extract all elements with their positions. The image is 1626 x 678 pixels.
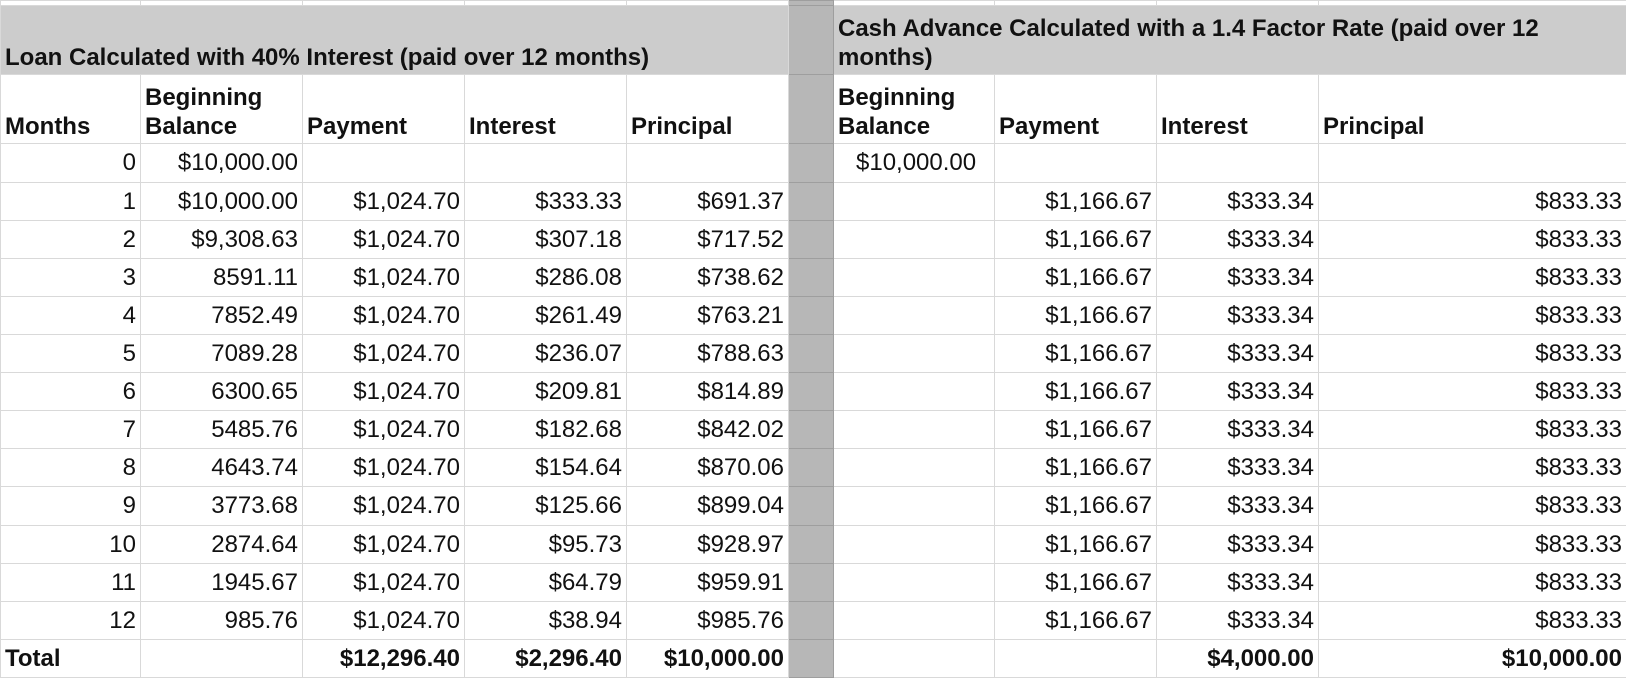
loan-month-cell[interactable]: 8: [1, 449, 141, 487]
advance-principal-cell[interactable]: $833.33: [1319, 449, 1626, 487]
advance-payment-cell[interactable]: $1,166.67: [995, 373, 1157, 411]
loan-title[interactable]: Loan Calculated with 40% Interest (paid over 12 months): [1, 6, 789, 75]
divider-cell: [789, 411, 834, 449]
loan-payment-cell[interactable]: $1,024.70: [303, 601, 465, 639]
loan-balance-cell[interactable]: $10,000.00: [141, 144, 303, 182]
loan-principal-cell[interactable]: $814.89: [627, 373, 789, 411]
advance-interest-cell[interactable]: $333.34: [1157, 220, 1319, 258]
loan-interest-cell[interactable]: $64.79: [465, 563, 627, 601]
advance-principal-cell[interactable]: $833.33: [1319, 334, 1626, 372]
table-row: [1, 411, 1626, 449]
loan-principal-cell[interactable]: $842.02: [627, 411, 789, 449]
advance-principal-cell[interactable]: [1319, 144, 1626, 182]
loan-principal-cell[interactable]: $788.63: [627, 334, 789, 372]
header-loan-payment[interactable]: Payment: [303, 75, 465, 144]
advance-interest-cell[interactable]: $333.34: [1157, 296, 1319, 334]
advance-balance-cell[interactable]: [834, 220, 995, 258]
loan-principal-cell[interactable]: $928.97: [627, 525, 789, 563]
advance-interest-cell[interactable]: $333.34: [1157, 334, 1319, 372]
advance-balance-cell[interactable]: [834, 334, 995, 372]
loan-month-cell[interactable]: 4: [1, 296, 141, 334]
loan-interest-cell[interactable]: $286.08: [465, 258, 627, 296]
loan-month-cell[interactable]: 10: [1, 525, 141, 563]
advance-balance-cell[interactable]: [834, 373, 995, 411]
divider-cell: [789, 75, 834, 144]
loan-balance-cell[interactable]: 985.76: [141, 601, 303, 639]
header-advance-beginning-balance[interactable]: Beginning Balance: [834, 75, 995, 144]
loan-payment-cell[interactable]: $1,024.70: [303, 296, 465, 334]
table-row: [1, 144, 1626, 182]
table-row: [1, 601, 1626, 639]
loan-principal-cell[interactable]: $691.37: [627, 182, 789, 220]
table-row: [1, 487, 1626, 525]
loan-balance-cell[interactable]: 5485.76: [141, 411, 303, 449]
table-row: [1, 182, 1626, 220]
table-row: [1, 563, 1626, 601]
loan-balance-cell[interactable]: 3773.68: [141, 487, 303, 525]
loan-interest-cell[interactable]: $182.68: [465, 411, 627, 449]
advance-interest-cell[interactable]: $333.34: [1157, 525, 1319, 563]
loan-month-cell[interactable]: 2: [1, 220, 141, 258]
advance-principal-cell[interactable]: $833.33: [1319, 487, 1626, 525]
loan-balance-cell[interactable]: 1945.67: [141, 563, 303, 601]
loan-payment-cell[interactable]: [303, 144, 465, 182]
advance-payment-cell[interactable]: $1,166.67: [995, 449, 1157, 487]
advance-principal-cell[interactable]: $833.33: [1319, 411, 1626, 449]
loan-month-cell[interactable]: 3: [1, 258, 141, 296]
header-months[interactable]: Months: [1, 75, 141, 144]
loan-balance-cell[interactable]: 2874.64: [141, 525, 303, 563]
header-loan-beginning-balance[interactable]: Beginning Balance: [141, 75, 303, 144]
loan-principal-cell[interactable]: $763.21: [627, 296, 789, 334]
advance-interest-cell[interactable]: $333.34: [1157, 449, 1319, 487]
advance-payment-cell[interactable]: $1,166.67: [995, 258, 1157, 296]
loan-interest-cell[interactable]: $209.81: [465, 373, 627, 411]
advance-interest-cell[interactable]: [1157, 144, 1319, 182]
advance-balance-cell[interactable]: [834, 487, 995, 525]
advance-balance-cell[interactable]: [834, 258, 995, 296]
divider-cell: [789, 296, 834, 334]
loan-month-cell[interactable]: 0: [1, 144, 141, 182]
divider-cell: [789, 334, 834, 372]
advance-principal-cell[interactable]: $833.33: [1319, 182, 1626, 220]
loan-payment-cell[interactable]: $1,024.70: [303, 525, 465, 563]
cash-advance-title[interactable]: Cash Advance Calculated with a 1.4 Factor Rate (paid over 12 months): [834, 6, 1626, 75]
total-advance-payment[interactable]: [995, 639, 1157, 677]
loan-month-cell[interactable]: 5: [1, 334, 141, 372]
advance-principal-cell[interactable]: $833.33: [1319, 258, 1626, 296]
loan-interest-cell[interactable]: $307.18: [465, 220, 627, 258]
advance-balance-cell[interactable]: [834, 601, 995, 639]
total-label[interactable]: Total: [1, 639, 141, 677]
table-row: [1, 525, 1626, 563]
advance-balance-cell[interactable]: [834, 563, 995, 601]
advance-principal-cell[interactable]: $833.33: [1319, 373, 1626, 411]
loan-payment-cell[interactable]: $1,024.70: [303, 220, 465, 258]
loan-interest-cell[interactable]: $261.49: [465, 296, 627, 334]
loan-month-cell[interactable]: 11: [1, 563, 141, 601]
loan-interest-cell[interactable]: [465, 144, 627, 182]
title-row: [1, 6, 1626, 75]
advance-principal-cell[interactable]: $833.33: [1319, 601, 1626, 639]
loan-payment-cell[interactable]: $1,024.70: [303, 563, 465, 601]
loan-interest-cell[interactable]: $333.33: [465, 182, 627, 220]
loan-principal-cell[interactable]: $717.52: [627, 220, 789, 258]
advance-balance-cell[interactable]: [834, 296, 995, 334]
total-loan-payment[interactable]: $12,296.40: [303, 639, 465, 677]
advance-interest-cell[interactable]: $333.34: [1157, 411, 1319, 449]
table-row: [1, 373, 1626, 411]
total-advance-interest[interactable]: $4,000.00: [1157, 639, 1319, 677]
advance-payment-cell[interactable]: $1,166.67: [995, 525, 1157, 563]
loan-month-cell[interactable]: 7: [1, 411, 141, 449]
loan-payment-cell[interactable]: $1,024.70: [303, 487, 465, 525]
header-advance-principal[interactable]: Principal: [1319, 75, 1626, 144]
loan-interest-cell[interactable]: $236.07: [465, 334, 627, 372]
total-advance-balance[interactable]: [834, 639, 995, 677]
total-loan-principal[interactable]: $10,000.00: [627, 639, 789, 677]
divider-cell: [789, 449, 834, 487]
table-row: [1, 296, 1626, 334]
advance-interest-cell[interactable]: $333.34: [1157, 563, 1319, 601]
advance-balance-cell[interactable]: $10,000.00: [834, 144, 995, 182]
advance-balance-cell[interactable]: [834, 182, 995, 220]
total-loan-balance[interactable]: [141, 639, 303, 677]
loan-principal-cell[interactable]: $899.04: [627, 487, 789, 525]
advance-payment-cell[interactable]: $1,166.67: [995, 487, 1157, 525]
loan-interest-cell[interactable]: $38.94: [465, 601, 627, 639]
advance-payment-cell[interactable]: $1,166.67: [995, 220, 1157, 258]
divider-cell: [789, 258, 834, 296]
divider-cell: [789, 525, 834, 563]
loan-principal-cell[interactable]: $959.91: [627, 563, 789, 601]
divider-cell: [789, 6, 834, 75]
advance-interest-cell[interactable]: $333.34: [1157, 182, 1319, 220]
loan-principal-cell[interactable]: $870.06: [627, 449, 789, 487]
advance-interest-cell[interactable]: $333.34: [1157, 258, 1319, 296]
total-loan-interest[interactable]: $2,296.40: [465, 639, 627, 677]
loan-interest-cell[interactable]: $95.73: [465, 525, 627, 563]
divider-cell: [789, 487, 834, 525]
loan-payment-cell[interactable]: $1,024.70: [303, 258, 465, 296]
loan-principal-cell[interactable]: $985.76: [627, 601, 789, 639]
advance-payment-cell[interactable]: $1,166.67: [995, 411, 1157, 449]
advance-payment-cell[interactable]: $1,166.67: [995, 182, 1157, 220]
loan-payment-cell[interactable]: $1,024.70: [303, 373, 465, 411]
loan-month-cell[interactable]: 6: [1, 373, 141, 411]
advance-payment-cell[interactable]: $1,166.67: [995, 563, 1157, 601]
table-row: [1, 334, 1626, 372]
loan-balance-cell[interactable]: 6300.65: [141, 373, 303, 411]
loan-balance-cell[interactable]: 7852.49: [141, 296, 303, 334]
divider-cell: [789, 639, 834, 677]
advance-interest-cell[interactable]: $333.34: [1157, 487, 1319, 525]
header-loan-interest[interactable]: Interest: [465, 75, 627, 144]
advance-payment-cell[interactable]: [995, 144, 1157, 182]
advance-interest-cell[interactable]: $333.34: [1157, 601, 1319, 639]
loan-interest-cell[interactable]: $125.66: [465, 487, 627, 525]
advance-balance-cell[interactable]: [834, 449, 995, 487]
divider-cell: [789, 563, 834, 601]
loan-balance-cell[interactable]: $10,000.00: [141, 182, 303, 220]
loan-payment-cell[interactable]: $1,024.70: [303, 182, 465, 220]
loan-principal-cell[interactable]: $738.62: [627, 258, 789, 296]
header-advance-interest[interactable]: Interest: [1157, 75, 1319, 144]
divider-cell: [789, 220, 834, 258]
divider-cell: [789, 601, 834, 639]
loan-balance-cell[interactable]: 4643.74: [141, 449, 303, 487]
divider-cell: [789, 182, 834, 220]
table-row: [1, 258, 1626, 296]
advance-interest-cell[interactable]: $333.34: [1157, 373, 1319, 411]
total-advance-principal[interactable]: $10,000.00: [1319, 639, 1626, 677]
advance-balance-cell[interactable]: [834, 525, 995, 563]
advance-balance-cell[interactable]: [834, 411, 995, 449]
loan-principal-cell[interactable]: [627, 144, 789, 182]
advance-principal-cell[interactable]: $833.33: [1319, 296, 1626, 334]
table-row: [1, 220, 1626, 258]
advance-payment-cell[interactable]: $1,166.67: [995, 334, 1157, 372]
loan-month-cell[interactable]: 9: [1, 487, 141, 525]
header-loan-principal[interactable]: Principal: [627, 75, 789, 144]
divider-cell: [789, 373, 834, 411]
loan-month-cell[interactable]: 1: [1, 182, 141, 220]
loan-payment-cell[interactable]: $1,024.70: [303, 334, 465, 372]
loan-balance-cell[interactable]: $9,308.63: [141, 220, 303, 258]
advance-principal-cell[interactable]: $833.33: [1319, 220, 1626, 258]
loan-balance-cell[interactable]: 8591.11: [141, 258, 303, 296]
header-row: [1, 75, 1626, 144]
loan-balance-cell[interactable]: 7089.28: [141, 334, 303, 372]
header-advance-payment[interactable]: Payment: [995, 75, 1157, 144]
divider-cell: [789, 144, 834, 182]
advance-payment-cell[interactable]: $1,166.67: [995, 296, 1157, 334]
table-row: [1, 449, 1626, 487]
advance-payment-cell[interactable]: $1,166.67: [995, 601, 1157, 639]
loan-payment-cell[interactable]: $1,024.70: [303, 411, 465, 449]
loan-interest-cell[interactable]: $154.64: [465, 449, 627, 487]
advance-principal-cell[interactable]: $833.33: [1319, 563, 1626, 601]
loan-month-cell[interactable]: 12: [1, 601, 141, 639]
advance-principal-cell[interactable]: $833.33: [1319, 525, 1626, 563]
total-row: [1, 639, 1626, 677]
loan-payment-cell[interactable]: $1,024.70: [303, 449, 465, 487]
